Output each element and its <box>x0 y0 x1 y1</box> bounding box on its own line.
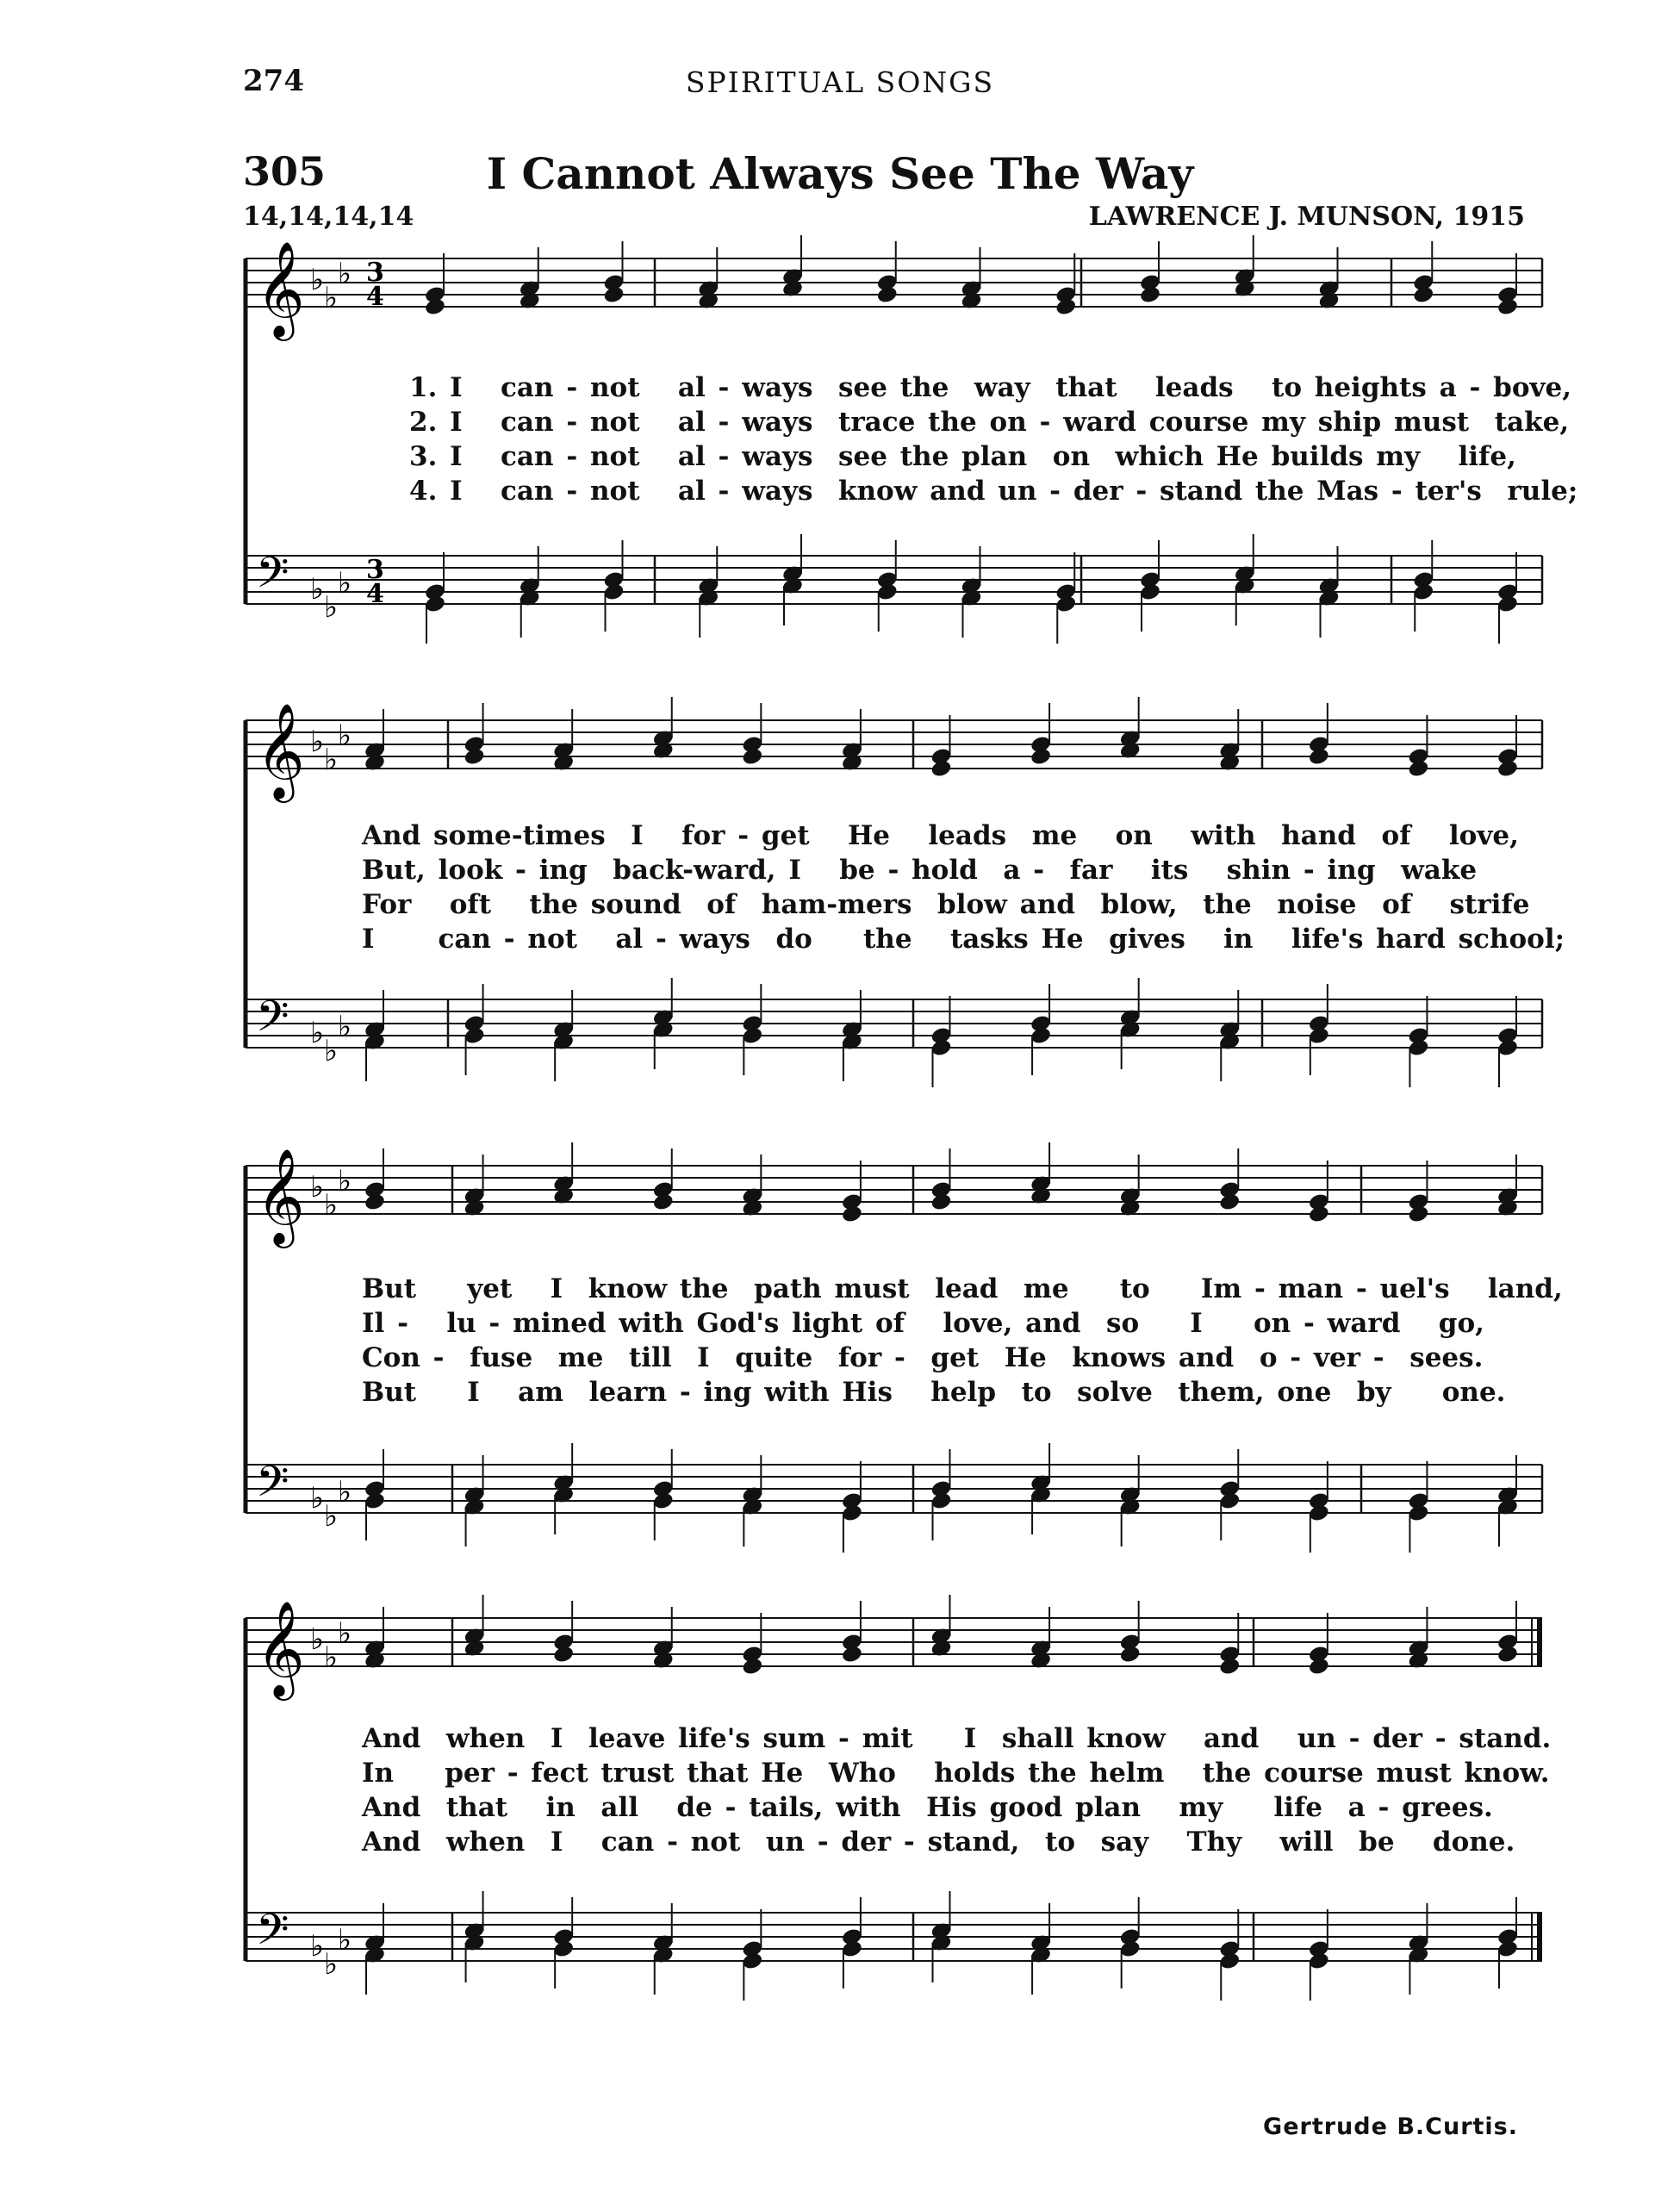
time-signature-top: 3 <box>366 555 384 585</box>
note-head <box>1308 1204 1330 1224</box>
note-head <box>1139 285 1161 305</box>
composer-credit: LAWRENCE J. MUNSON, 1915 <box>1088 202 1525 232</box>
treble-clef-icon: 𝄞 <box>256 702 305 799</box>
flat-icon: ♭ <box>310 263 325 297</box>
lyric-line: But yet I know the path must lead me to Im - man - uel's land, <box>362 1273 1563 1304</box>
flat-icon: ♭ <box>324 281 339 315</box>
bass-clef-icon: 𝄢 <box>256 1457 289 1517</box>
running-head: SPIRITUAL SONGS <box>685 65 995 99</box>
treble-clef-icon: 𝄞 <box>256 240 305 337</box>
note-head <box>1308 1657 1330 1677</box>
lyric-line: I can - not al - ways do the tasks He gives in life's hard school; <box>362 924 1565 955</box>
note-head <box>424 297 446 317</box>
flat-icon: ♭ <box>338 257 352 291</box>
note-head <box>1055 297 1077 317</box>
flat-icon: ♭ <box>310 725 325 759</box>
note-head <box>930 759 952 779</box>
note-head <box>1496 297 1519 317</box>
lyric-line: In per - fect trust that He Who holds the helm the course must know. <box>362 1758 1550 1789</box>
note-head <box>1119 1645 1142 1665</box>
lyric-line: 4. I can - not al - ways know and un - der - stand the Mas - ter's rule; <box>409 476 1578 507</box>
lyric-line: And some-times I for - get He leads me on with hand of love, <box>362 820 1519 851</box>
hymn-title: I Cannot Always See The Way <box>486 148 1194 199</box>
time-signature-bottom: 4 <box>366 282 384 312</box>
flat-icon: ♭ <box>324 1188 339 1223</box>
bass-clef-icon: 𝄢 <box>256 548 289 608</box>
hymn-number: 305 <box>243 148 327 195</box>
note-head <box>841 1204 863 1224</box>
note-head <box>1496 1645 1519 1665</box>
flat-icon: ♭ <box>310 1016 325 1050</box>
lyric-line: But, look - ing back-ward, I be - hold a - far its shin - ing wake <box>362 855 1478 886</box>
note-head <box>1412 285 1434 305</box>
note-head <box>741 1657 763 1677</box>
flat-icon: ♭ <box>324 743 339 777</box>
note-head <box>741 747 763 767</box>
note-head <box>1407 1204 1429 1224</box>
note-head <box>364 1192 386 1212</box>
note-head <box>876 285 899 305</box>
lyric-line: But I am learn - ing with His help to solve them, one by one. <box>362 1377 1506 1408</box>
treble-clef-icon: 𝄞 <box>256 1148 305 1244</box>
bass-clef-icon: 𝄢 <box>256 992 289 1052</box>
note-head <box>841 1645 863 1665</box>
note-head <box>1030 747 1052 767</box>
flat-icon: ♭ <box>324 1499 339 1534</box>
flat-icon: ♭ <box>310 1170 325 1204</box>
flat-icon: ♭ <box>338 566 352 601</box>
note-head <box>552 1645 575 1665</box>
flat-icon: ♭ <box>324 1947 339 1982</box>
lyric-line: And when I leave life's sum - mit I shall know and un - der - stand. <box>362 1723 1552 1754</box>
page-number: 274 <box>243 64 304 98</box>
lyric-line: 1. I can - not al - ways see the way that leads to heights a - bove, <box>409 372 1572 403</box>
note-head <box>930 1192 952 1212</box>
note-head <box>1496 759 1519 779</box>
note-head <box>464 747 486 767</box>
flat-icon: ♭ <box>310 1481 325 1515</box>
lyric-line: 2. I can - not al - ways trace the on - ward course my ship must take, <box>409 407 1570 438</box>
flat-icon: ♭ <box>338 719 352 753</box>
note-head <box>1218 1192 1241 1212</box>
lyric-line: Il - lu - mined with God's light of love, and so I on - ward go, <box>362 1308 1484 1339</box>
note-head <box>652 1192 675 1212</box>
lyric-line: Con - fuse me till I quite for - get He knows and o - ver - sees. <box>362 1342 1484 1373</box>
lyric-line: And when I can - not un - der - stand, to say Thy will be done. <box>362 1827 1515 1858</box>
flat-icon: ♭ <box>338 1475 352 1509</box>
bass-clef-icon: 𝄢 <box>256 1905 289 1965</box>
flat-icon: ♭ <box>324 1034 339 1068</box>
arranger-credit: Gertrude B.Curtis. <box>1263 2113 1518 2140</box>
treble-clef-icon: 𝄞 <box>256 1600 305 1696</box>
lyric-line: And that in all de - tails, with His good plan my life a - grees. <box>362 1792 1493 1823</box>
flat-icon: ♭ <box>324 1640 339 1675</box>
time-signature-bottom: 4 <box>366 579 384 609</box>
flat-icon: ♭ <box>338 1010 352 1044</box>
note-head <box>1308 747 1330 767</box>
flat-icon: ♭ <box>338 1164 352 1198</box>
lyric-line: For oft the sound of ham-mers blow and blow, the noise of strife <box>362 889 1530 920</box>
flat-icon: ♭ <box>310 1929 325 1964</box>
note-head <box>1218 1657 1241 1677</box>
flat-icon: ♭ <box>310 1622 325 1657</box>
meter: 14,14,14,14 <box>243 202 414 232</box>
flat-icon: ♭ <box>338 1616 352 1651</box>
lyric-line: 3. I can - not al - ways see the plan on which He builds my life, <box>409 441 1516 472</box>
note-head <box>602 285 625 305</box>
flat-icon: ♭ <box>310 572 325 607</box>
flat-icon: ♭ <box>324 590 339 625</box>
note-head <box>1407 759 1429 779</box>
flat-icon: ♭ <box>338 1923 352 1957</box>
time-signature-top: 3 <box>366 258 384 288</box>
